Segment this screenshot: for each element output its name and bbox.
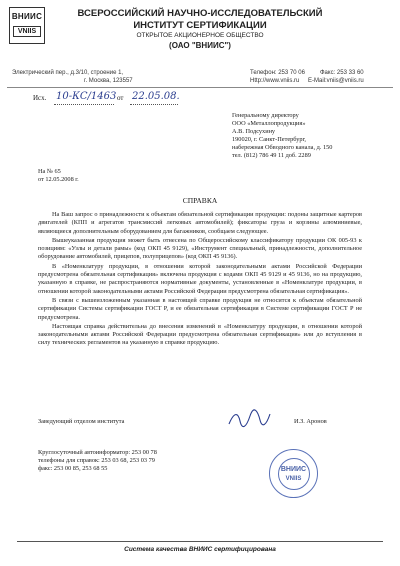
body-paragraph: На Ваш запрос о принадлежности к объектам обязательной сертификации продукции: подоны защитные картеров двигателей (КПП и агрегатов трансмиссий легковых автомобилей); фиксаторы груза и корзины алюминиевые, являющиеся дополнительным оборудованием для багажников, сообщаем следующее.: [38, 211, 362, 235]
contact-address-line2: г. Москва, 123557: [84, 78, 133, 84]
recipient-block: [232, 112, 392, 160]
organization-stamp: [269, 449, 318, 498]
reference-block: [38, 168, 79, 184]
reference-date: от 12.05.2008 г.: [38, 176, 79, 183]
header-title-line2: ИНСТИТУТ СЕРТИФИКАЦИИ: [133, 20, 267, 31]
header-divider: [7, 87, 393, 88]
footer-divider: [17, 541, 383, 542]
recipient-line: тел. (812) 786 49 11 доб. 2289: [232, 152, 311, 159]
contact-phone: Телефон: 253 70 06: [250, 70, 305, 76]
logo-text-bottom: VNIIS: [13, 26, 41, 37]
logo-text-top: ВНИИС: [11, 12, 43, 21]
document-body: [38, 211, 362, 348]
handwritten-signature: [226, 408, 272, 430]
signatory-name: И.З. Аронов: [294, 418, 327, 425]
contact-address-line1: Электрический пер., д.3/10, строение 1,: [12, 70, 124, 76]
reference-number: На № 65: [38, 168, 61, 175]
outgoing-from-word: от: [117, 94, 124, 102]
signatory-position: Заведующий отделом института: [38, 418, 125, 425]
stamp-inner-ring: [278, 458, 310, 490]
outgoing-number-underline: [54, 104, 114, 105]
body-paragraph: Настоящая справка действительна до внесения изменений в «Номенклатуру продукции, в отношении которой законодательными актами Российской Федерации предусмотрена обязательная сертификация» или до вступления в силу технических регламентов на указанную в справке продукцию.: [38, 322, 362, 347]
header-title-line1: ВСЕРОССИЙСКИЙ НАУЧНО-ИССЛЕДОВАТЕЛЬСКИЙ: [77, 8, 323, 19]
info-line: факс: 253 00 85, 253 68 55: [38, 465, 108, 472]
recipient-line: набережная Обводного канала, д. 150: [232, 144, 333, 151]
outgoing-number: 10-КС/1463: [56, 91, 117, 102]
header-org-abbrev: (ОАО "ВНИИС"): [169, 41, 231, 50]
body-paragraph: В «Номенклатуру продукции, в отношении которой законодательными актами Российской Федерации предусмотрена обязательная сертификация» включена продукция с кодами ОКП 45 9129 и 45 9136, но на продукцию, указанную в справке, не распространяются нормативные документы, установленные в «Номенклатуре продукции, в отношении которой законодательными актами Российской Федерации предусмотрена обязательная сертификация».: [38, 262, 362, 295]
outgoing-prefix: Исх.: [33, 94, 47, 102]
stamp-text-top: ВНИИС: [280, 466, 307, 473]
info-line: телефоны для справок: 253 03 68, 253 03 79: [38, 457, 155, 464]
stamp-text-bottom: VNIIS: [285, 476, 302, 482]
recipient-line: А.В. Подсухину: [232, 128, 276, 135]
recipient-line: 190020, г. Санкт-Петербург,: [232, 136, 306, 143]
outgoing-date: 22.05.08.: [132, 91, 180, 102]
contact-website: Http://www.vniis.ru: [250, 78, 300, 84]
info-block: [38, 449, 157, 473]
body-paragraph: Вышеуказанная продукция может быть отнесена по Общероссийскому классификатору продукции ОК 005-93 к позициям: «Узлы и детали рамы» (код ОКП 45 9129), «Инструмент специальный, принадлежности, дополнительное оборудование автомобилей, прицепов, полуприцепов» (код ОКП 45 9136).: [38, 236, 362, 261]
body-paragraph: В связи с вышеизложенным указанная в настоящей справке продукция не относится к объектам обязательной сертификации Системы сертификации ГОСТ Р, и ее обязательная сертификация в Системе сертификации ГОСТ Р не предусмотрена.: [38, 296, 362, 321]
document-title: СПРАВКА: [182, 196, 218, 205]
recipient-line: Генеральному директору: [232, 112, 299, 119]
recipient-line: ООО «Металлопродукция»: [232, 120, 306, 127]
info-line: Круглосуточный автоинформатор: 253 00 78: [38, 449, 157, 456]
contact-email: E-Mail:vniis@vniis.ru: [308, 78, 364, 84]
footer-text: Система качества ВНИИС сертифицирована: [124, 546, 276, 553]
header-org-type: ОТКРЫТОЕ АКЦИОНЕРНОЕ ОБЩЕСТВО: [136, 32, 264, 39]
contact-fax: Факс: 253 33 60: [320, 70, 364, 76]
outgoing-date-underline: [130, 104, 178, 105]
